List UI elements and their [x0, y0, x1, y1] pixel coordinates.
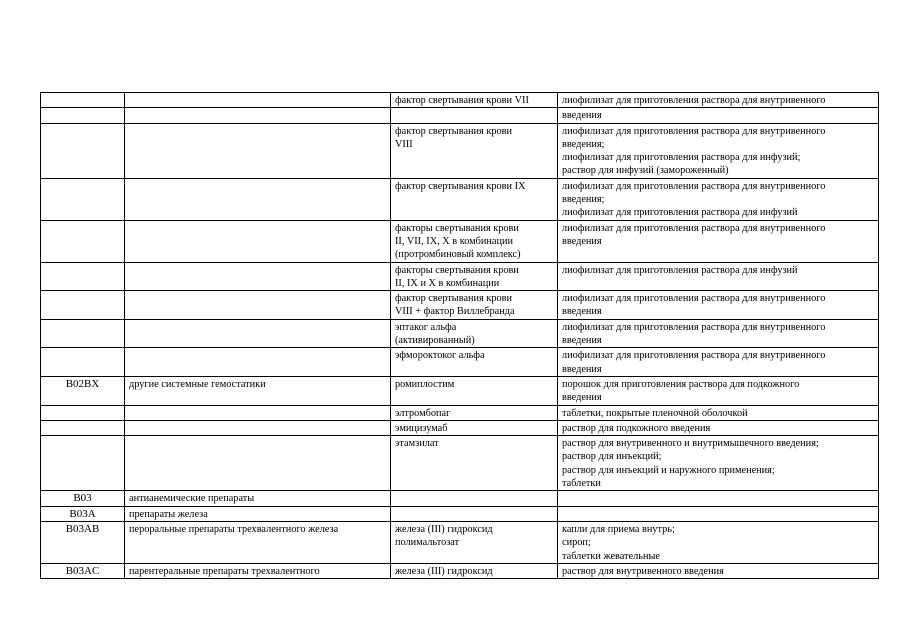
substance-cell: фактор свертывания крови VII — [391, 93, 558, 108]
substance-cell: железа (III) гидроксид — [391, 563, 558, 578]
table-row — [41, 291, 879, 320]
group-name-cell: парентеральные препараты трехвалентного — [125, 563, 391, 578]
dosage-form-cell: лиофилизат для приготовления раствора для внутривенного введения — [558, 319, 879, 348]
group-name-cell — [125, 319, 391, 348]
table-row — [41, 376, 879, 405]
dosage-form-cell: лиофилизат для приготовления раствора для внутривенного введения; лиофилизат для приготовления раствора для инфузий; раствор для инфузий (замороженный) — [558, 123, 879, 178]
table-row — [41, 178, 879, 220]
atc-code-cell: B03AC — [41, 563, 125, 578]
substance-cell: фактор свертывания крови VIII + фактор Виллебранда — [391, 291, 558, 320]
substance-cell: факторы свертывания крови II, VII, IX, X в комбинации (протромбиновый комплекс) — [391, 220, 558, 262]
atc-code-cell — [41, 93, 125, 108]
substance-cell: факторы свертывания крови II, IX и X в комбинации — [391, 262, 558, 291]
atc-code-cell — [41, 220, 125, 262]
atc-code-cell: B02BX — [41, 376, 125, 405]
table-row — [41, 220, 879, 262]
group-name-cell — [125, 93, 391, 108]
table-row — [41, 108, 879, 123]
table-row — [41, 319, 879, 348]
substance-cell — [391, 491, 558, 506]
table-row — [41, 506, 879, 521]
dosage-form-cell: лиофилизат для приготовления раствора для внутривенного — [558, 93, 879, 108]
table-row — [41, 262, 879, 291]
group-name-cell: препараты железа — [125, 506, 391, 521]
group-name-cell — [125, 178, 391, 220]
table-row — [41, 420, 879, 435]
dosage-form-cell: раствор для внутривенного введения — [558, 563, 879, 578]
substance-cell: железа (III) гидроксид полимальтозат — [391, 521, 558, 563]
group-name-cell — [125, 420, 391, 435]
substance-cell: элтромбопаг — [391, 405, 558, 420]
group-name-cell: другие системные гемостатики — [125, 376, 391, 405]
dosage-form-cell: капли для приема внутрь; сироп; таблетки жевательные — [558, 521, 879, 563]
group-name-cell — [125, 108, 391, 123]
substance-cell — [391, 506, 558, 521]
dosage-form-cell: лиофилизат для приготовления раствора для внутривенного введения — [558, 220, 879, 262]
dosage-form-cell: введения — [558, 108, 879, 123]
dosage-form-cell: лиофилизат для приготовления раствора для внутривенного введения; лиофилизат для приготовления раствора для инфузий — [558, 178, 879, 220]
table-row — [41, 563, 879, 578]
atc-code-cell — [41, 348, 125, 377]
substance-cell — [391, 108, 558, 123]
dosage-form-cell: лиофилизат для приготовления раствора для инфузий — [558, 262, 879, 291]
group-name-cell: антианемические препараты — [125, 491, 391, 506]
table-row — [41, 93, 879, 108]
group-name-cell: пероральные препараты трехвалентного железа — [125, 521, 391, 563]
drug-list-table — [40, 92, 879, 579]
atc-code-cell — [41, 405, 125, 420]
group-name-cell — [125, 405, 391, 420]
group-name-cell — [125, 436, 391, 491]
atc-code-cell — [41, 108, 125, 123]
group-name-cell — [125, 348, 391, 377]
atc-code-cell — [41, 319, 125, 348]
atc-code-cell — [41, 262, 125, 291]
atc-code-cell: B03A — [41, 506, 125, 521]
group-name-cell — [125, 291, 391, 320]
dosage-form-cell: лиофилизат для приготовления раствора для внутривенного введения — [558, 348, 879, 377]
dosage-form-cell — [558, 491, 879, 506]
table-row — [41, 405, 879, 420]
dosage-form-cell: лиофилизат для приготовления раствора для внутривенного введения — [558, 291, 879, 320]
atc-code-cell — [41, 178, 125, 220]
group-name-cell — [125, 220, 391, 262]
substance-cell: эптаког альфа (активированный) — [391, 319, 558, 348]
table-row — [41, 521, 879, 563]
group-name-cell — [125, 123, 391, 178]
dosage-form-cell: раствор для внутривенного и внутримышечного введения; раствор для инъекций; раствор для инъекций и наружного применения; таблетки — [558, 436, 879, 491]
substance-cell: ромиплостим — [391, 376, 558, 405]
table-row — [41, 348, 879, 377]
dosage-form-cell: порошок для приготовления раствора для подкожного введения — [558, 376, 879, 405]
atc-code-cell — [41, 291, 125, 320]
drug-list-body — [41, 93, 879, 579]
dosage-form-cell: раствор для подкожного введения — [558, 420, 879, 435]
atc-code-cell — [41, 123, 125, 178]
dosage-form-cell: таблетки, покрытые пленочной оболочкой — [558, 405, 879, 420]
atc-code-cell — [41, 420, 125, 435]
atc-code-cell: B03 — [41, 491, 125, 506]
substance-cell: фактор свертывания крови VIII — [391, 123, 558, 178]
table-row — [41, 123, 879, 178]
atc-code-cell — [41, 436, 125, 491]
table-row — [41, 436, 879, 491]
substance-cell: этамзилат — [391, 436, 558, 491]
group-name-cell — [125, 262, 391, 291]
atc-code-cell: B03AB — [41, 521, 125, 563]
substance-cell: фактор свертывания крови IX — [391, 178, 558, 220]
substance-cell: эмицизумаб — [391, 420, 558, 435]
substance-cell: эфмороктоког альфа — [391, 348, 558, 377]
table-row — [41, 491, 879, 506]
dosage-form-cell — [558, 506, 879, 521]
